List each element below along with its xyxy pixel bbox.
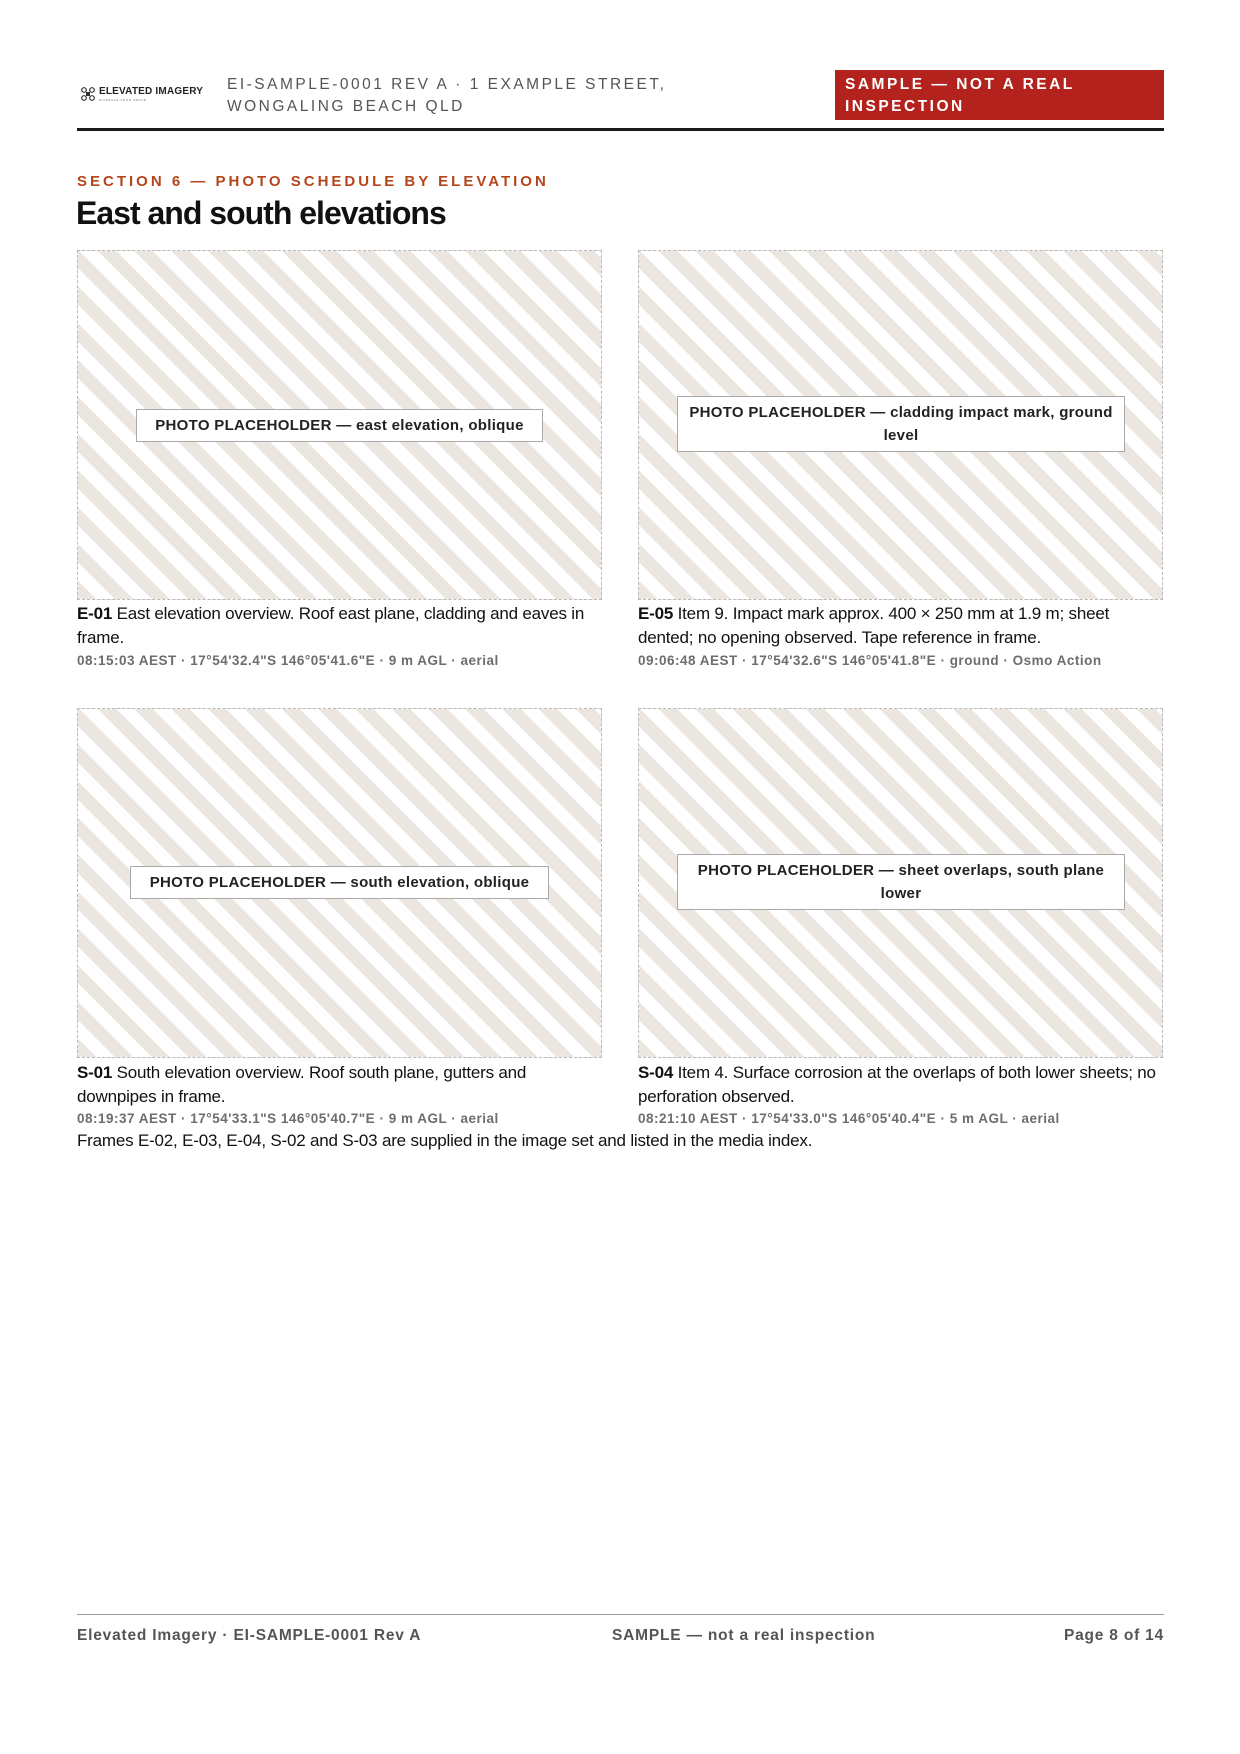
photo-caption-s01 — [77, 1061, 607, 1109]
photo-caption-s04 — [638, 1061, 1168, 1109]
photo-placeholder-label: PHOTO PLACEHOLDER — east elevation, oblique — [136, 409, 543, 442]
photo-placeholder-label: PHOTO PLACEHOLDER — sheet overlaps, south plane lower — [677, 854, 1125, 910]
photo-caption-text: South elevation overview. Roof south plane, gutters and downpipes in frame. — [77, 1063, 527, 1106]
photo-code: S-01 — [77, 1063, 113, 1082]
photo-code: E-05 — [638, 604, 674, 623]
footer-sample-notice: SAMPLE — not a real inspection — [612, 1627, 876, 1644]
photo-placeholder-label: PHOTO PLACEHOLDER — south elevation, oblique — [130, 866, 549, 899]
photo-frame-s01 — [77, 708, 602, 1058]
photo-caption-text: East elevation overview. Roof east plane, cladding and eaves in frame. — [77, 604, 585, 647]
photo-metadata-e01: 08:15:03 AEST · 17°54'32.4"S 146°05'41.6"E · 9 m AGL · aerial — [77, 653, 499, 668]
photo-code: E-01 — [77, 604, 113, 623]
brand-tagline: EVIDENCE FROM ABOVE — [99, 98, 147, 102]
photo-frame-s04 — [638, 708, 1163, 1058]
brand-logo — [81, 86, 203, 103]
drone-icon — [81, 87, 95, 101]
page-header — [77, 70, 1164, 131]
photo-caption-text: Item 4. Surface corrosion at the overlaps of both lower sheets; no perforation observed. — [638, 1063, 1156, 1106]
page-title: East and south elevations — [76, 195, 446, 231]
photo-metadata-s01: 08:19:37 AEST · 17°54'33.1"S 146°05'40.7"E · 9 m AGL · aerial — [77, 1111, 499, 1126]
photo-caption-e01 — [77, 602, 607, 650]
photo-frame-e01 — [77, 250, 602, 600]
document-reference: EI-SAMPLE-0001 REV A · 1 EXAMPLE STREET, WONGALING BEACH QLD — [227, 76, 667, 115]
page-footer — [77, 1614, 1164, 1665]
photo-caption-e05 — [638, 602, 1168, 650]
photo-metadata-s04: 08:21:10 AEST · 17°54'33.0"S 146°05'40.4"E · 5 m AGL · aerial — [638, 1111, 1060, 1126]
section-kicker: SECTION 6 — PHOTO SCHEDULE BY ELEVATION — [77, 173, 549, 190]
media-index-note: Frames E-02, E-03, E-04, S-02 and S-03 are supplied in the image set and listed in the media index. — [77, 1131, 813, 1150]
photo-caption-text: Item 9. Impact mark approx. 400 × 250 mm at 1.9 m; sheet dented; no opening observed. Tape reference in frame. — [638, 604, 1110, 647]
photo-frame-e05 — [638, 250, 1163, 600]
photo-placeholder-label: PHOTO PLACEHOLDER — cladding impact mark, ground level — [677, 396, 1125, 452]
brand-name: ELEVATED IMAGERY — [99, 86, 204, 97]
photo-code: S-04 — [638, 1063, 674, 1082]
photo-metadata-e05: 09:06:48 AEST · 17°54'32.6"S 146°05'41.8"E · ground · Osmo Action — [638, 653, 1102, 668]
sample-badge: SAMPLE — NOT A REAL INSPECTION — [835, 70, 1164, 120]
footer-document-ref: Elevated Imagery · EI-SAMPLE-0001 Rev A — [77, 1627, 422, 1644]
footer-page-number: Page 8 of 14 — [1063, 1627, 1164, 1644]
